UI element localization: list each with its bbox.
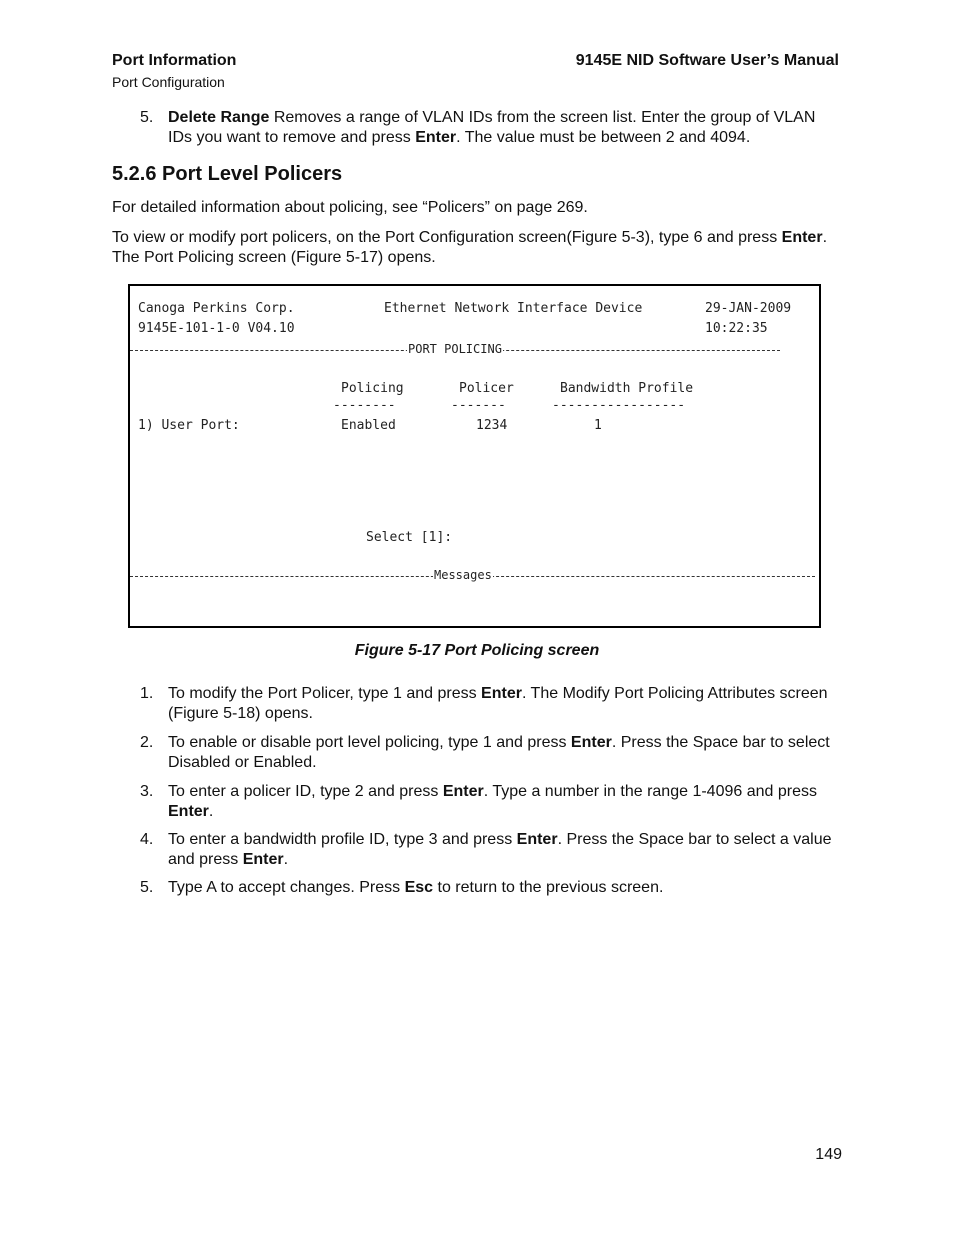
- list-item-text: [168, 878, 843, 898]
- row-label-user-port: 1) User Port:: [138, 418, 240, 433]
- port-policing-screen: [128, 284, 821, 628]
- screen-title: PORT POLICING: [408, 342, 502, 356]
- list-item-body-mid: . Press the Space bar to select a value and press: [168, 831, 832, 868]
- column-header-bandwidth-profile: Bandwidth Profile: [560, 381, 694, 396]
- list-item-number: 5.: [140, 879, 154, 896]
- paragraph-text-end: . The Port Policing screen (Figure 5-17) opens.: [112, 229, 828, 266]
- list-item-body-end: .: [283, 851, 289, 868]
- list-item-body-end: . Press the Space bar to select Disabled or Enabled.: [168, 734, 830, 771]
- list-item-number: 3.: [140, 783, 154, 800]
- list-item-body-end: . The value must be between 2 and 4094.: [456, 129, 751, 146]
- list-item-body: Type A to accept changes. Press: [168, 879, 405, 896]
- list-item-body-end: .: [208, 803, 214, 820]
- column-underline-policer: -------: [451, 398, 506, 413]
- key-enter: Enter: [570, 734, 612, 751]
- page-number: 149: [815, 1146, 842, 1163]
- term-delete-range: Delete Range: [168, 109, 270, 126]
- list-item-number: 5.: [140, 109, 154, 126]
- screen-model: 9145E-101-1-0 V04.10: [138, 321, 295, 336]
- screen-device: Ethernet Network Interface Device: [384, 301, 643, 316]
- column-underline-bandwidth: -----------------: [552, 398, 686, 413]
- paragraph-view-modify: [112, 228, 842, 268]
- section-heading: 5.2.6 Port Level Policers: [112, 163, 343, 185]
- column-header-policer: Policer: [459, 381, 514, 396]
- list-item-number: 1.: [140, 685, 154, 702]
- list-item-text: [168, 782, 843, 822]
- screen-date: 29-JAN-2009: [705, 301, 792, 316]
- list-item-number: 2.: [140, 734, 154, 751]
- running-header-section: Port Information: [112, 52, 237, 69]
- list-item-body: To enter a policer ID, type 2 and press: [168, 783, 443, 800]
- row-value-bandwidth: 1: [594, 418, 602, 433]
- list-item-body-end: . The Modify Port Policing Attributes screen (Figure 5-18) opens.: [168, 685, 828, 722]
- list-item-body: To enter a bandwidth profile ID, type 3 and press: [168, 831, 517, 848]
- key-enter: Enter: [242, 851, 284, 868]
- list-item-text: [168, 684, 843, 724]
- key-enter: Enter: [481, 685, 522, 702]
- key-esc: Esc: [404, 879, 434, 896]
- row-value-policer: 1234: [476, 418, 508, 433]
- key-enter: Enter: [781, 229, 823, 246]
- key-enter: Enter: [442, 783, 484, 800]
- select-prompt: Select [1]:: [366, 530, 453, 545]
- figure-caption: Figure 5-17 Port Policing screen: [354, 642, 600, 659]
- column-header-policing: Policing: [341, 381, 404, 396]
- list-item-text: [168, 830, 843, 870]
- paragraph-policers-ref: For detailed information about policing, see “Policers” on page 269.: [112, 199, 588, 216]
- list-item-text: [168, 733, 843, 773]
- key-enter: Enter: [168, 803, 209, 820]
- list-item-number: 4.: [140, 831, 154, 848]
- screen-company: Canoga Perkins Corp.: [138, 301, 295, 316]
- running-header-manual-title: 9145E NID Software User’s Manual: [575, 52, 839, 69]
- row-value-policing: Enabled: [341, 418, 396, 433]
- messages-title: Messages: [434, 568, 492, 582]
- paragraph-text: To view or modify port policers, on the Port Configuration screen(Figure 5-3), type 6 and press: [112, 229, 782, 246]
- running-header-subsection: Port Configuration: [112, 74, 225, 90]
- column-underline-policing: --------: [333, 398, 396, 413]
- key-enter: Enter: [415, 129, 457, 146]
- list-item-body: Removes a range of VLAN IDs from the screen list. Enter the group of VLAN IDs you want to remove and press: [168, 109, 816, 146]
- list-item-text: [168, 108, 843, 148]
- list-item-body: To modify the Port Policer, type 1 and press: [168, 685, 482, 702]
- list-item-body-end: to return to the previous screen.: [433, 879, 664, 896]
- key-enter: Enter: [516, 831, 558, 848]
- list-item-body: To enable or disable port level policing, type 1 and press: [168, 734, 571, 751]
- list-item-body-mid: . Type a number in the range 1-4096 and press: [483, 783, 817, 800]
- screen-time: 10:22:35: [705, 321, 768, 336]
